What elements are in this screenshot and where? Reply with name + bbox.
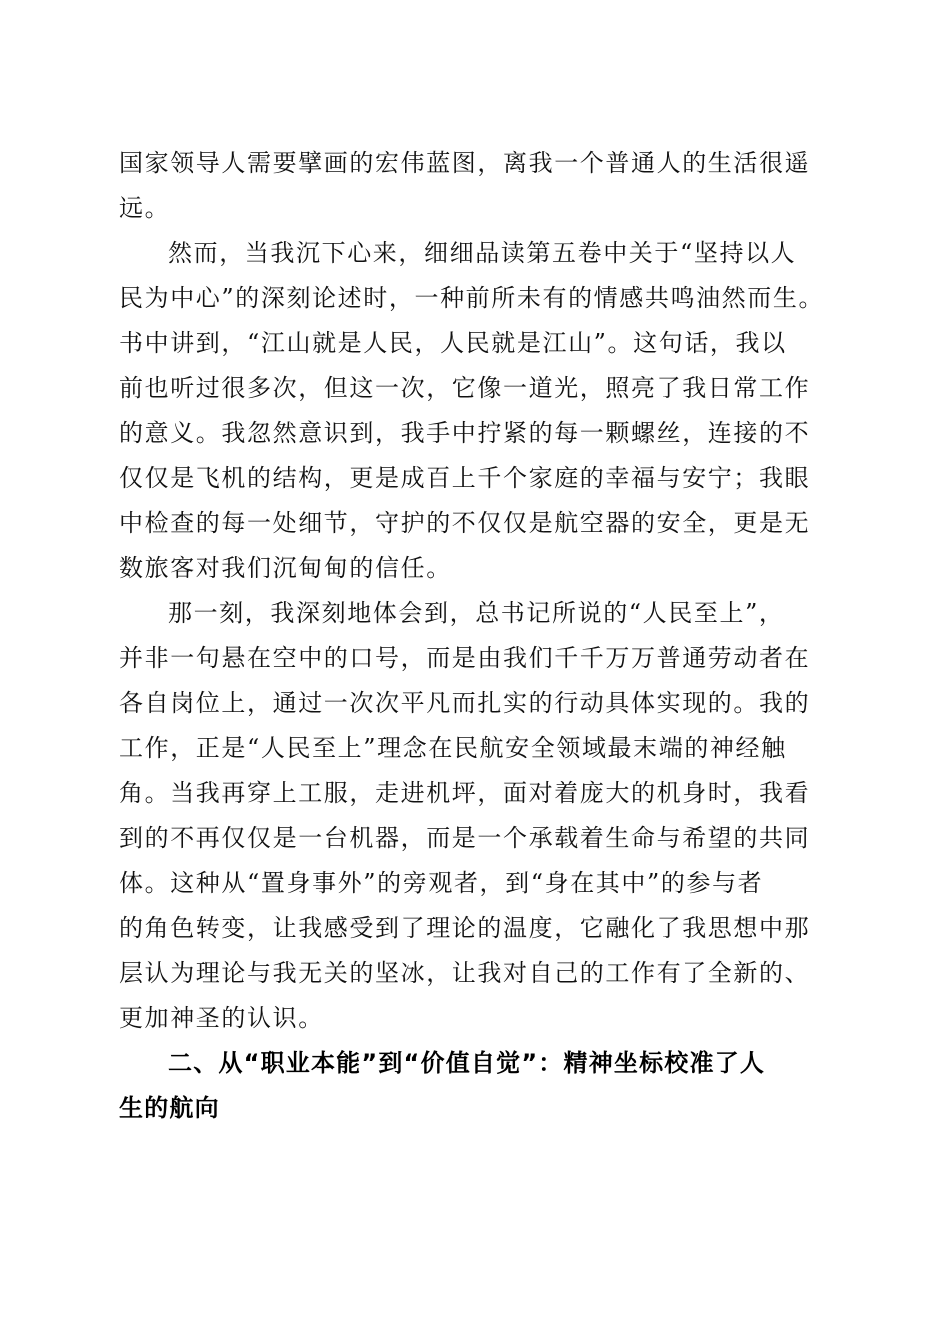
paragraph-line: 各自岗位上，通过一次次平凡而扎实的行动具体实现的。我的 xyxy=(119,689,811,717)
paragraph-line: 民为中心”的深刻论述时，一种前所未有的情感共鸣油然而生。 xyxy=(119,284,825,312)
paragraph-line: 并非一句悬在空中的口号，而是由我们千千万万普通劳动者在 xyxy=(119,644,811,672)
paragraph-line: 书中讲到，“江山就是人民，人民就是江山”。这句话，我以 xyxy=(119,329,787,357)
paragraph-line: 层认为理论与我无关的坚冰，让我对自己的工作有了全新的、 xyxy=(119,959,811,987)
paragraph-line: 体。这种从“置身事外”的旁观者，到“身在其中”的参与者 xyxy=(119,869,764,897)
paragraph-line: 数旅客对我们沉甸甸的信任。 xyxy=(119,554,452,582)
paragraph-line: 的角色转变，让我感受到了理论的温度，它融化了我思想中那 xyxy=(119,914,811,942)
paragraph-line: 中检查的每一处细节，守护的不仅仅是航空器的安全，更是无 xyxy=(119,509,811,537)
section-heading: 二、从“职业本能”到“价值自觉”：精神坐标校准了人 xyxy=(168,1049,766,1077)
paragraph-line: 工作，正是“人民至上”理念在民航安全领域最末端的神经触 xyxy=(119,734,787,762)
paragraph-line: 然而，当我沉下心来，细细品读第五卷中关于“坚持以人 xyxy=(168,239,797,267)
paragraph-line: 远。 xyxy=(119,194,171,222)
paragraph-line: 前也听过很多次，但这一次，它像一道光，照亮了我日常工作 xyxy=(119,374,811,402)
paragraph-line: 更加神圣的认识。 xyxy=(119,1004,324,1032)
paragraph-line: 国家领导人需要擘画的宏伟蓝图，离我一个普通人的生活很遥 xyxy=(119,149,811,177)
paragraph-line: 到的不再仅仅是一台机器，而是一个承载着生命与希望的共同 xyxy=(119,824,811,852)
paragraph-line: 那一刻，我深刻地体会到，总书记所说的“人民至上”， xyxy=(168,599,785,627)
section-heading: 生的航向 xyxy=(119,1094,220,1122)
paragraph-line: 角。当我再穿上工服，走进机坪，面对着庞大的机身时，我看 xyxy=(119,779,811,807)
paragraph-line: 仅仅是飞机的结构，更是成百上千个家庭的幸福与安宁；我眼 xyxy=(119,464,811,492)
paragraph-line: 的意义。我忽然意识到，我手中拧紧的每一颗螺丝，连接的不 xyxy=(119,419,811,447)
